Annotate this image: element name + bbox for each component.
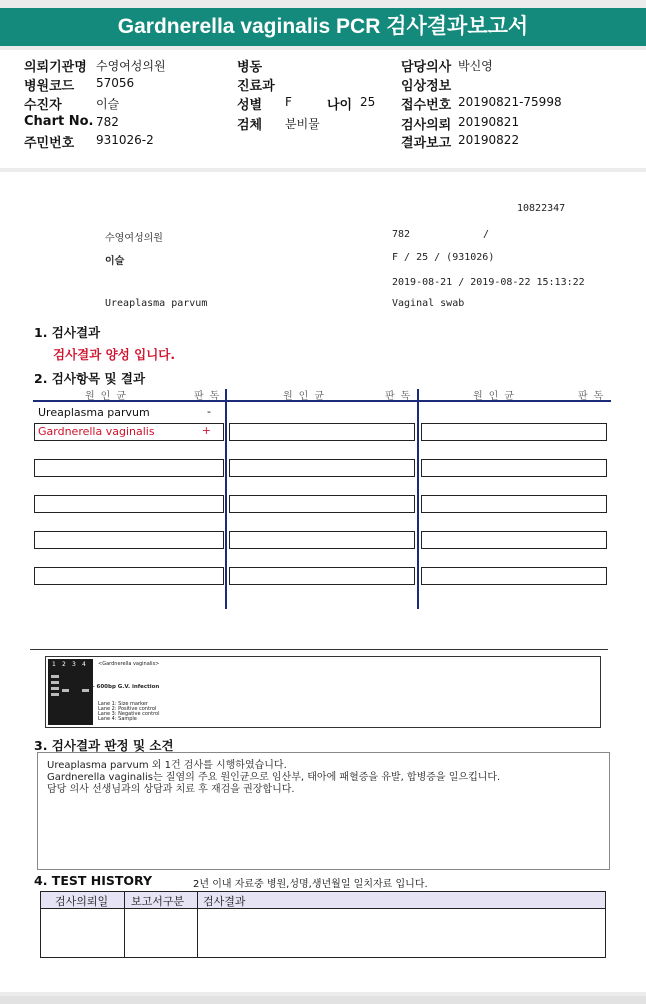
result-item-empty — [421, 459, 607, 477]
header-value: 57056 — [96, 76, 135, 90]
result-item-empty — [421, 531, 607, 549]
header-value: 20190821 — [458, 115, 520, 129]
organism: Ureaplasma parvum — [105, 298, 208, 309]
gel-band — [62, 689, 69, 692]
patient-name: 이슬 — [105, 256, 125, 267]
result-item-empty — [229, 495, 415, 513]
footer-bar — [0, 996, 646, 1004]
header-label: Chart No. — [24, 114, 94, 129]
result-item-empty — [229, 567, 415, 585]
header-value: 20190822 — [458, 133, 520, 147]
header-label: 수진자 — [24, 98, 62, 113]
header-label: 나이 — [327, 98, 353, 113]
header-value: 박신영 — [458, 59, 493, 73]
gel-electrophoresis-figure — [45, 656, 601, 728]
history-col: 검사결과 — [203, 895, 246, 908]
dates: 2019-08-21 / 2019-08-22 15:13:22 — [392, 277, 585, 288]
col-cause: 원인균 — [473, 391, 520, 402]
gel-legend: Lane 2: Positive control — [98, 706, 157, 712]
history-col: 보고서구분 — [131, 895, 185, 908]
report-header — [0, 50, 646, 168]
gel-band — [51, 675, 59, 678]
positive-result: 검사결과 양성 입니다. — [53, 347, 176, 362]
lane-number: 1 — [52, 661, 56, 668]
item-result: - — [207, 405, 211, 418]
header-label: 주민번호 — [24, 136, 75, 151]
header-label: 임상정보 — [401, 79, 452, 94]
report-body — [0, 172, 646, 992]
result-item-empty — [229, 423, 415, 441]
opinion-line: Gardnerella vaginalis는 질염의 주요 원인균으로 임산부, 태아에 패혈증을 유발, 합병증을 일으킵니다. — [47, 772, 501, 783]
gel-band — [51, 681, 59, 684]
section-title: 4. TEST HISTORY — [34, 873, 153, 888]
header-value: F — [285, 95, 292, 109]
opinion-box — [37, 752, 610, 870]
specimen: Vaginal swab — [392, 298, 465, 309]
clinic-name: 수영여성의원 — [105, 233, 163, 244]
lane-number: 2 — [62, 661, 66, 668]
header-value: 이슬 — [96, 97, 120, 111]
result-item-empty — [34, 567, 224, 585]
history-note: 2년 이내 자료중 병원,성명,생년월일 일치자료 입니다. — [193, 879, 428, 890]
col-cause: 원인균 — [85, 391, 132, 402]
gel-legend: Lane 4: Sample — [98, 716, 137, 722]
gel-band — [82, 689, 89, 692]
divider — [30, 649, 608, 650]
header-label: 병원코드 — [24, 79, 75, 94]
history-header — [41, 892, 605, 909]
header-label: 접수번호 — [401, 98, 452, 113]
result-item-empty — [34, 531, 224, 549]
result-item-empty — [421, 567, 607, 585]
section-title: 3. 검사결과 판정 및 소견 — [34, 738, 174, 753]
item-name: Ureaplasma parvum — [38, 406, 150, 419]
gel-title: <Gardnerella vaginalis> — [98, 661, 160, 667]
gel-legend: Lane 1: Size marker — [98, 701, 148, 707]
result-item-empty — [34, 495, 224, 513]
column-divider — [417, 389, 419, 609]
lane-number: 4 — [82, 661, 86, 668]
opinion-line: Ureaplasma parvum 외 1건 검사를 시행하였습니다. — [47, 760, 287, 771]
col-judge: 판독 — [194, 391, 226, 402]
chart-number: 782 — [392, 229, 411, 240]
result-item — [34, 404, 224, 422]
column-divider — [124, 892, 125, 957]
report-code: 10822347 — [517, 203, 566, 214]
header-label: 병동 — [237, 60, 263, 75]
header-label: 진료과 — [237, 79, 275, 94]
opinion-line: 담당 의사 선생님과의 상담과 치료 후 재검을 권장합니다. — [47, 784, 295, 795]
gel-image — [48, 659, 93, 725]
result-item-empty — [34, 459, 224, 477]
header-label: 검사의뢰 — [401, 118, 452, 133]
result-item — [34, 423, 224, 441]
item-name: Gardnerella vaginalis — [38, 425, 155, 438]
result-table-header — [33, 387, 611, 402]
gel-arrow-label: ← 600bp G.V. infection — [90, 684, 160, 690]
lane-number: 3 — [72, 661, 76, 668]
header-value: 수영여성의원 — [96, 59, 166, 73]
header-value: 25 — [360, 95, 376, 109]
col-judge: 판독 — [385, 391, 417, 402]
history-col: 검사의뢰일 — [55, 895, 109, 908]
gel-band — [51, 693, 59, 696]
section-title: 2. 검사항목 및 결과 — [34, 371, 146, 386]
result-item-empty — [229, 531, 415, 549]
header-label: 담당의사 — [401, 60, 452, 75]
column-divider — [197, 892, 198, 957]
header-label: 성별 — [237, 98, 263, 113]
history-table — [40, 891, 606, 958]
header-value: 782 — [96, 115, 119, 129]
section-title: 1. 검사결과 — [34, 325, 101, 340]
col-judge: 판독 — [578, 391, 610, 402]
separator: / — [483, 229, 490, 240]
result-item-empty — [421, 423, 607, 441]
column-divider — [225, 389, 227, 609]
gel-legend: Lane 3: Negative control — [98, 711, 160, 717]
sex-age: F / 25 / (931026) — [392, 252, 495, 263]
header-value: 분비물 — [285, 117, 320, 131]
result-item-empty — [229, 459, 415, 477]
result-item-empty — [421, 495, 607, 513]
col-cause: 원인균 — [283, 391, 330, 402]
header-label: 결과보고 — [401, 136, 452, 151]
header-value: 20190821-75998 — [458, 95, 562, 109]
header-value: 931026-2 — [96, 133, 154, 147]
header-label: 의뢰기관명 — [24, 60, 87, 75]
header-label: 검체 — [237, 118, 263, 133]
report-title: Gardnerella vaginalis PCR 검사결과보고서 — [0, 8, 646, 46]
gel-band — [51, 687, 59, 690]
item-result: + — [201, 424, 211, 437]
